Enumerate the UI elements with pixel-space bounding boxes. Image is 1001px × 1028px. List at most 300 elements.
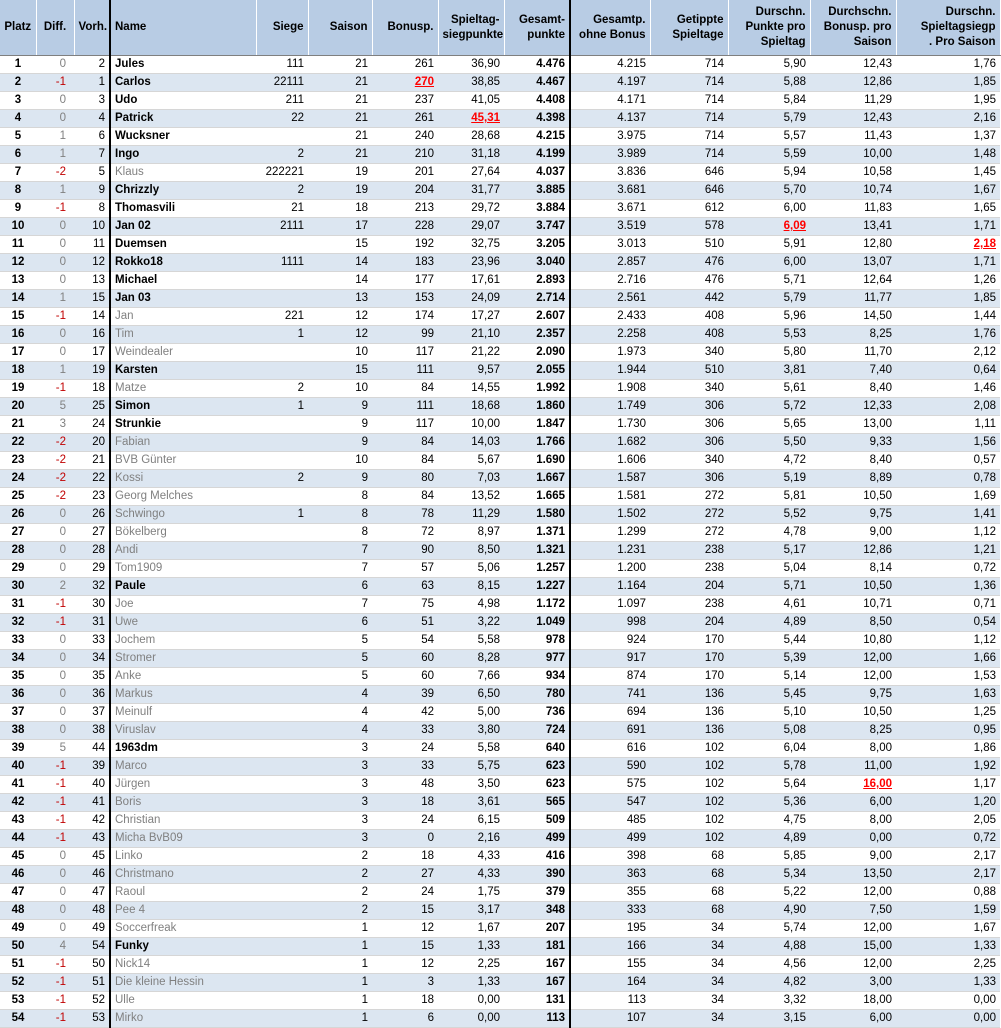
cell-name: Paule	[110, 578, 256, 596]
cell-name: Patrick	[110, 110, 256, 128]
cell-platz: 34	[0, 650, 36, 668]
cell-ohne-bonus: 1.682	[570, 434, 650, 452]
cell-avg-bonus: 9,00	[810, 524, 896, 542]
cell-diff: 0	[36, 92, 74, 110]
cell-avg-siegpunkte: 1,76	[896, 56, 1000, 74]
cell-avg-bonus: 12,33	[810, 398, 896, 416]
cell-platz: 46	[0, 866, 36, 884]
cell-getippte-spieltage: 34	[650, 974, 728, 992]
cell-platz: 38	[0, 722, 36, 740]
cell-ohne-bonus: 2.258	[570, 326, 650, 344]
cell-avg-siegpunkte: 0,00	[896, 992, 1000, 1010]
cell-name: Die kleine Hessin	[110, 974, 256, 992]
cell-avg-siegpunkte: 1,26	[896, 272, 1000, 290]
table-row	[0, 866, 1000, 884]
cell-ohne-bonus: 107	[570, 1010, 650, 1028]
cell-gesamtpunkte: 207	[504, 920, 570, 938]
cell-spieltagsiegpunkte: 6,15	[438, 812, 504, 830]
table-row	[0, 632, 1000, 650]
table-row	[0, 74, 1000, 92]
table-row	[0, 578, 1000, 596]
cell-avg-siegpunkte: 1,65	[896, 200, 1000, 218]
cell-diff: -2	[36, 452, 74, 470]
cell-siege	[256, 416, 308, 434]
cell-avg-bonus: 14,50	[810, 308, 896, 326]
cell-vorh: 7	[74, 146, 110, 164]
cell-spieltagsiegpunkte: 5,06	[438, 560, 504, 578]
table-row	[0, 416, 1000, 434]
cell-getippte-spieltage: 714	[650, 146, 728, 164]
cell-bonus: 33	[372, 722, 438, 740]
cell-avg-bonus: 9,75	[810, 686, 896, 704]
cell-siege	[256, 344, 308, 362]
cell-platz: 51	[0, 956, 36, 974]
cell-ohne-bonus: 195	[570, 920, 650, 938]
cell-avg-bonus: 13,50	[810, 866, 896, 884]
cell-spieltagsiegpunkte: 17,27	[438, 308, 504, 326]
cell-avg-siegpunkte: 1,12	[896, 524, 1000, 542]
cell-siege	[256, 578, 308, 596]
cell-avg-bonus: 12,00	[810, 956, 896, 974]
cell-saison: 1	[308, 956, 372, 974]
cell-diff: -1	[36, 596, 74, 614]
cell-avg-punkte: 6,04	[728, 740, 810, 758]
cell-avg-bonus: 3,00	[810, 974, 896, 992]
cell-spieltagsiegpunkte: 8,28	[438, 650, 504, 668]
cell-diff: 0	[36, 506, 74, 524]
table-row	[0, 542, 1000, 560]
cell-avg-bonus: 9,33	[810, 434, 896, 452]
cell-spieltagsiegpunkte: 32,75	[438, 236, 504, 254]
cell-vorh: 38	[74, 722, 110, 740]
cell-gesamtpunkte: 509	[504, 812, 570, 830]
cell-avg-punkte: 5,52	[728, 506, 810, 524]
cell-bonus: 177	[372, 272, 438, 290]
cell-ohne-bonus: 1.164	[570, 578, 650, 596]
cell-spieltagsiegpunkte: 0,00	[438, 1010, 504, 1028]
cell-siege: 1	[256, 506, 308, 524]
cell-avg-bonus: 11,70	[810, 344, 896, 362]
cell-bonus: 117	[372, 344, 438, 362]
cell-vorh: 21	[74, 452, 110, 470]
cell-gesamtpunkte: 736	[504, 704, 570, 722]
cell-avg-bonus: 8,40	[810, 452, 896, 470]
table-row	[0, 452, 1000, 470]
cell-spieltagsiegpunkte: 8,50	[438, 542, 504, 560]
cell-spieltagsiegpunkte: 5,00	[438, 704, 504, 722]
cell-siege	[256, 236, 308, 254]
cell-vorh: 5	[74, 164, 110, 182]
cell-vorh: 29	[74, 560, 110, 578]
cell-siege	[256, 776, 308, 794]
cell-ohne-bonus: 499	[570, 830, 650, 848]
table-row	[0, 938, 1000, 956]
cell-ohne-bonus: 998	[570, 614, 650, 632]
cell-spieltagsiegpunkte: 13,52	[438, 488, 504, 506]
cell-spieltagsiegpunkte: 41,05	[438, 92, 504, 110]
cell-avg-bonus: 9,00	[810, 848, 896, 866]
cell-platz: 26	[0, 506, 36, 524]
cell-bonus: 153	[372, 290, 438, 308]
cell-gesamtpunkte: 416	[504, 848, 570, 866]
cell-ohne-bonus: 3.681	[570, 182, 650, 200]
cell-name: Ulle	[110, 992, 256, 1010]
table-row	[0, 128, 1000, 146]
cell-ohne-bonus: 741	[570, 686, 650, 704]
cell-saison: 19	[308, 182, 372, 200]
cell-siege	[256, 614, 308, 632]
cell-saison: 1	[308, 974, 372, 992]
cell-avg-siegpunkte: 0,72	[896, 560, 1000, 578]
cell-avg-punkte: 5,74	[728, 920, 810, 938]
cell-platz: 48	[0, 902, 36, 920]
cell-gesamtpunkte: 131	[504, 992, 570, 1010]
cell-avg-punkte: 5,45	[728, 686, 810, 704]
cell-name: Bökelberg	[110, 524, 256, 542]
cell-gesamtpunkte: 3.040	[504, 254, 570, 272]
cell-platz: 52	[0, 974, 36, 992]
cell-bonus: 48	[372, 776, 438, 794]
cell-saison: 9	[308, 398, 372, 416]
cell-platz: 9	[0, 200, 36, 218]
cell-siege	[256, 992, 308, 1010]
cell-name: Udo	[110, 92, 256, 110]
cell-avg-siegpunkte: 0,78	[896, 470, 1000, 488]
cell-name: Uwe	[110, 614, 256, 632]
cell-bonus: 240	[372, 128, 438, 146]
cell-avg-bonus: 9,75	[810, 506, 896, 524]
cell-gesamtpunkte: 348	[504, 902, 570, 920]
cell-spieltagsiegpunkte: 1,67	[438, 920, 504, 938]
table-row	[0, 218, 1000, 236]
cell-ohne-bonus: 3.836	[570, 164, 650, 182]
cell-spieltagsiegpunkte: 3,50	[438, 776, 504, 794]
cell-diff: 1	[36, 146, 74, 164]
cell-avg-punkte: 6,00	[728, 200, 810, 218]
cell-getippte-spieltage: 510	[650, 236, 728, 254]
cell-avg-bonus: 12,80	[810, 236, 896, 254]
cell-avg-bonus: 11,00	[810, 758, 896, 776]
cell-siege	[256, 650, 308, 668]
table-row	[0, 290, 1000, 308]
cell-ohne-bonus: 575	[570, 776, 650, 794]
cell-bonus: 99	[372, 326, 438, 344]
cell-spieltagsiegpunkte: 5,58	[438, 632, 504, 650]
cell-saison: 12	[308, 326, 372, 344]
cell-avg-punkte: 5,85	[728, 848, 810, 866]
cell-gesamtpunkte: 640	[504, 740, 570, 758]
cell-avg-bonus: 12,00	[810, 920, 896, 938]
cell-avg-punkte: 5,39	[728, 650, 810, 668]
cell-bonus: 6	[372, 1010, 438, 1028]
cell-siege: 111	[256, 56, 308, 74]
cell-name: BVB Günter	[110, 452, 256, 470]
cell-getippte-spieltage: 340	[650, 452, 728, 470]
cell-spieltagsiegpunkte: 10,00	[438, 416, 504, 434]
cell-diff: 0	[36, 668, 74, 686]
cell-bonus: 63	[372, 578, 438, 596]
cell-saison: 9	[308, 434, 372, 452]
cell-ohne-bonus: 694	[570, 704, 650, 722]
cell-avg-bonus: 10,50	[810, 704, 896, 722]
cell-vorh: 9	[74, 182, 110, 200]
cell-saison: 3	[308, 830, 372, 848]
cell-gesamtpunkte: 978	[504, 632, 570, 650]
cell-diff: -2	[36, 488, 74, 506]
cell-avg-bonus: 12,00	[810, 668, 896, 686]
cell-bonus: 75	[372, 596, 438, 614]
cell-spieltagsiegpunkte: 5,67	[438, 452, 504, 470]
cell-avg-siegpunkte: 1,76	[896, 326, 1000, 344]
cell-saison: 3	[308, 794, 372, 812]
cell-siege	[256, 542, 308, 560]
cell-getippte-spieltage: 238	[650, 542, 728, 560]
cell-siege	[256, 848, 308, 866]
cell-ohne-bonus: 1.231	[570, 542, 650, 560]
cell-getippte-spieltage: 102	[650, 740, 728, 758]
cell-vorh: 2	[74, 56, 110, 74]
table-row	[0, 956, 1000, 974]
cell-name: Klaus	[110, 164, 256, 182]
cell-gesamtpunkte: 4.467	[504, 74, 570, 92]
cell-siege	[256, 128, 308, 146]
cell-avg-bonus: 10,50	[810, 578, 896, 596]
cell-saison: 18	[308, 200, 372, 218]
cell-vorh: 19	[74, 362, 110, 380]
cell-diff: 5	[36, 398, 74, 416]
cell-ohne-bonus: 2.433	[570, 308, 650, 326]
cell-vorh: 23	[74, 488, 110, 506]
cell-bonus: 90	[372, 542, 438, 560]
cell-gesamtpunkte: 167	[504, 974, 570, 992]
cell-siege	[256, 758, 308, 776]
cell-getippte-spieltage: 238	[650, 596, 728, 614]
cell-gesamtpunkte: 934	[504, 668, 570, 686]
cell-avg-punkte: 4,89	[728, 614, 810, 632]
cell-avg-siegpunkte: 1,44	[896, 308, 1000, 326]
cell-vorh: 3	[74, 92, 110, 110]
cell-gesamtpunkte: 181	[504, 938, 570, 956]
cell-bonus: 204	[372, 182, 438, 200]
cell-bonus: 60	[372, 668, 438, 686]
cell-spieltagsiegpunkte: 4,98	[438, 596, 504, 614]
cell-vorh: 40	[74, 776, 110, 794]
cell-ohne-bonus: 1.606	[570, 452, 650, 470]
cell-spieltagsiegpunkte: 4,33	[438, 848, 504, 866]
cell-name: Wucksner	[110, 128, 256, 146]
cell-avg-punkte: 5,44	[728, 632, 810, 650]
cell-avg-bonus: 12,00	[810, 650, 896, 668]
cell-avg-punkte: 5,79	[728, 110, 810, 128]
cell-getippte-spieltage: 238	[650, 560, 728, 578]
cell-saison: 10	[308, 344, 372, 362]
cell-name: Jochem	[110, 632, 256, 650]
cell-avg-siegpunkte: 0,57	[896, 452, 1000, 470]
table-row	[0, 704, 1000, 722]
cell-siege	[256, 830, 308, 848]
cell-avg-bonus: 6,00	[810, 1010, 896, 1028]
table-row	[0, 470, 1000, 488]
cell-siege	[256, 956, 308, 974]
cell-saison: 8	[308, 506, 372, 524]
cell-name: Strunkie	[110, 416, 256, 434]
cell-ohne-bonus: 924	[570, 632, 650, 650]
cell-avg-punkte	[728, 218, 810, 236]
cell-siege	[256, 596, 308, 614]
cell-bonus: 27	[372, 866, 438, 884]
cell-vorh: 32	[74, 578, 110, 596]
cell-gesamtpunkte: 1.371	[504, 524, 570, 542]
cell-spieltagsiegpunkte: 11,29	[438, 506, 504, 524]
highlight-value: 6,09	[783, 220, 806, 232]
cell-ohne-bonus: 1.973	[570, 344, 650, 362]
cell-diff: 1	[36, 128, 74, 146]
cell-avg-punkte: 4,56	[728, 956, 810, 974]
cell-ohne-bonus: 2.561	[570, 290, 650, 308]
cell-saison: 15	[308, 236, 372, 254]
header-siege: Siege	[256, 0, 308, 56]
cell-diff: -1	[36, 758, 74, 776]
cell-bonus: 0	[372, 830, 438, 848]
cell-bonus: 192	[372, 236, 438, 254]
cell-name: Meinulf	[110, 704, 256, 722]
cell-name: Soccerfreak	[110, 920, 256, 938]
cell-avg-punkte: 5,53	[728, 326, 810, 344]
cell-diff: 0	[36, 686, 74, 704]
table-row	[0, 650, 1000, 668]
table-row	[0, 686, 1000, 704]
cell-name: Jürgen	[110, 776, 256, 794]
cell-diff: 3	[36, 416, 74, 434]
cell-spieltagsiegpunkte: 5,58	[438, 740, 504, 758]
cell-avg-punkte: 4,61	[728, 596, 810, 614]
cell-siege	[256, 902, 308, 920]
cell-diff: -1	[36, 1010, 74, 1028]
cell-bonus: 78	[372, 506, 438, 524]
header-vorh: Vorh.	[74, 0, 110, 56]
cell-name: Simon	[110, 398, 256, 416]
cell-bonus: 12	[372, 920, 438, 938]
cell-gesamtpunkte: 623	[504, 758, 570, 776]
cell-diff: 0	[36, 560, 74, 578]
cell-vorh: 8	[74, 200, 110, 218]
cell-gesamtpunkte: 3.885	[504, 182, 570, 200]
cell-getippte-spieltage: 340	[650, 344, 728, 362]
table-row	[0, 272, 1000, 290]
cell-getippte-spieltage: 34	[650, 956, 728, 974]
cell-platz: 11	[0, 236, 36, 254]
cell-platz: 2	[0, 74, 36, 92]
table-row	[0, 776, 1000, 794]
cell-saison: 15	[308, 362, 372, 380]
header-ohne-bonus: Gesamtp. ohne Bonus	[570, 0, 650, 56]
cell-getippte-spieltage: 408	[650, 326, 728, 344]
cell-vorh: 11	[74, 236, 110, 254]
header-row	[0, 0, 1000, 56]
cell-platz: 31	[0, 596, 36, 614]
cell-siege: 2	[256, 380, 308, 398]
cell-name: Schwingo	[110, 506, 256, 524]
cell-avg-bonus: 8,40	[810, 380, 896, 398]
cell-saison: 1	[308, 992, 372, 1010]
cell-avg-siegpunkte: 1,56	[896, 434, 1000, 452]
cell-gesamtpunkte: 780	[504, 686, 570, 704]
cell-siege	[256, 1010, 308, 1028]
cell-saison: 1	[308, 938, 372, 956]
cell-avg-bonus: 11,77	[810, 290, 896, 308]
cell-diff: 0	[36, 110, 74, 128]
cell-name: Jan 03	[110, 290, 256, 308]
cell-saison: 10	[308, 452, 372, 470]
cell-spieltagsiegpunkte: 2,25	[438, 956, 504, 974]
cell-gesamtpunkte: 4.037	[504, 164, 570, 182]
cell-avg-siegpunkte: 2,05	[896, 812, 1000, 830]
cell-diff: 0	[36, 848, 74, 866]
cell-diff: -1	[36, 74, 74, 92]
cell-diff: 0	[36, 704, 74, 722]
cell-getippte-spieltage: 272	[650, 506, 728, 524]
cell-getippte-spieltage: 34	[650, 1010, 728, 1028]
cell-avg-bonus: 10,58	[810, 164, 896, 182]
cell-avg-siegpunkte: 1,36	[896, 578, 1000, 596]
cell-platz: 47	[0, 884, 36, 902]
cell-platz: 17	[0, 344, 36, 362]
table-row	[0, 830, 1000, 848]
cell-bonus: 261	[372, 110, 438, 128]
cell-name: Mirko	[110, 1010, 256, 1028]
cell-avg-punkte: 5,10	[728, 704, 810, 722]
cell-gesamtpunkte: 1.580	[504, 506, 570, 524]
cell-bonus: 261	[372, 56, 438, 74]
table-row	[0, 524, 1000, 542]
cell-name: Karsten	[110, 362, 256, 380]
table-row	[0, 326, 1000, 344]
cell-vorh: 53	[74, 1010, 110, 1028]
cell-spieltagsiegpunkte: 29,07	[438, 218, 504, 236]
cell-getippte-spieltage: 136	[650, 686, 728, 704]
cell-siege	[256, 740, 308, 758]
cell-saison: 14	[308, 272, 372, 290]
cell-siege	[256, 560, 308, 578]
highlight-value: 45,31	[471, 112, 500, 124]
cell-vorh: 22	[74, 470, 110, 488]
cell-diff: 0	[36, 254, 74, 272]
cell-ohne-bonus: 1.587	[570, 470, 650, 488]
cell-name: Joe	[110, 596, 256, 614]
cell-vorh: 36	[74, 686, 110, 704]
cell-platz: 41	[0, 776, 36, 794]
table-row	[0, 740, 1000, 758]
cell-saison: 9	[308, 470, 372, 488]
cell-avg-punkte: 5,08	[728, 722, 810, 740]
cell-saison: 8	[308, 488, 372, 506]
cell-avg-bonus: 12,86	[810, 542, 896, 560]
cell-spieltagsiegpunkte: 3,61	[438, 794, 504, 812]
header-avg-bonus: Durchschn. Bonusp. pro Saison	[810, 0, 896, 56]
cell-platz: 5	[0, 128, 36, 146]
cell-saison: 2	[308, 866, 372, 884]
cell-saison: 8	[308, 524, 372, 542]
cell-diff: -1	[36, 794, 74, 812]
cell-name: Georg Melches	[110, 488, 256, 506]
cell-name: Jan	[110, 308, 256, 326]
cell-bonus: 51	[372, 614, 438, 632]
cell-avg-bonus: 10,74	[810, 182, 896, 200]
cell-ohne-bonus: 485	[570, 812, 650, 830]
cell-saison: 3	[308, 758, 372, 776]
cell-vorh: 10	[74, 218, 110, 236]
cell-avg-bonus: 10,71	[810, 596, 896, 614]
